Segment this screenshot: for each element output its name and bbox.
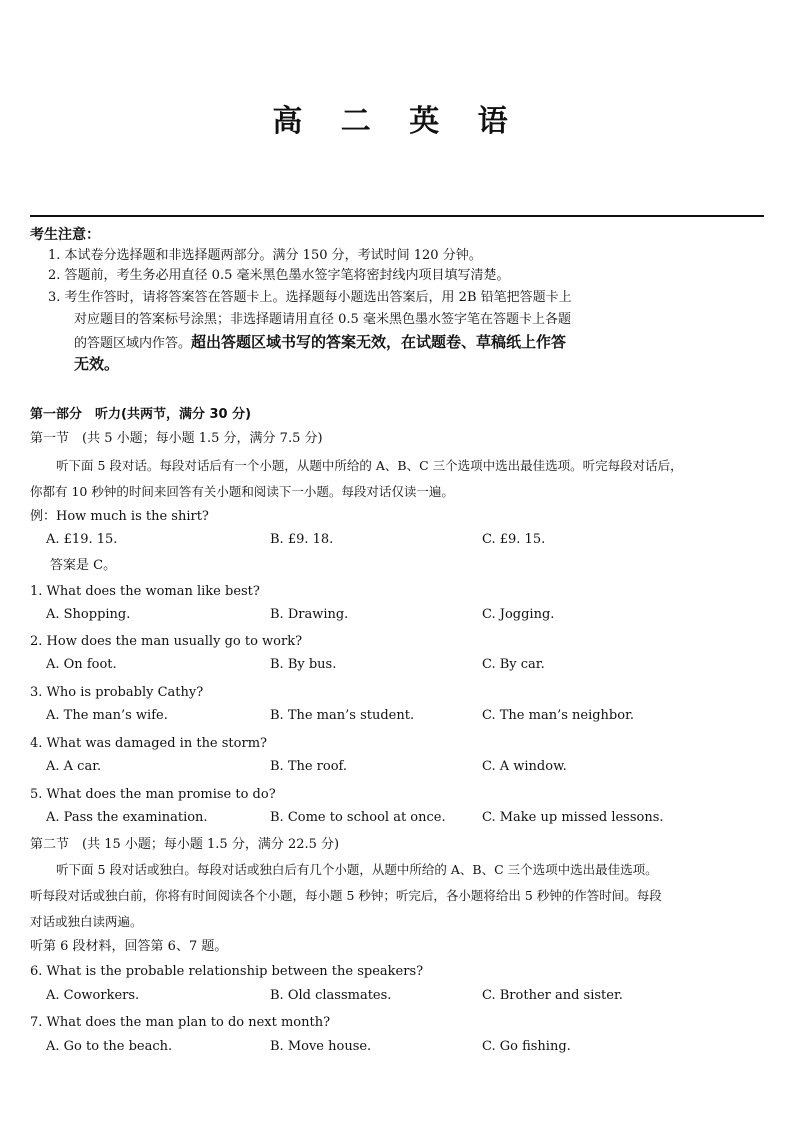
notice-item-3-text: 的答题区域内作答。 <box>74 336 192 351</box>
question-1: 1. What does the woman like best? <box>30 584 260 599</box>
section1-heading: 第一节 (共 5 小题；每小题 1.5 分，满分 7.5 分) <box>30 431 323 446</box>
question-7-option-a: A. Go to the beach. <box>46 1039 173 1054</box>
question-7: 7. What does the man plan to do next month? <box>30 1015 331 1030</box>
question-2-option-a: A. On foot. <box>46 657 117 672</box>
page-title: 高 二 英 语 <box>272 104 522 139</box>
example-option-b: B. £9. 18. <box>270 532 334 547</box>
section2-instruction-line-2: 听每段对话或独白前，你将有时间阅读各个小题，每小题 5 秒钟；听完后，各小题将给出 5 秒钟的作答时间。每段 <box>30 888 662 903</box>
question-3-option-c: C. The man’s neighbor. <box>482 708 634 723</box>
example-option-a: A. £19. 15. <box>46 532 118 547</box>
notice-item-3-emphasis: 超出答题区域书写的答案无效，在试题卷、草稿纸上作答 <box>191 333 567 351</box>
question-5-option-a: A. Pass the examination. <box>46 810 208 825</box>
question-1-option-a: A. Shopping. <box>46 607 131 622</box>
example-option-c: C. £9. 15. <box>482 532 546 547</box>
question-7-option-b: B. Move house. <box>270 1039 372 1054</box>
question-6-option-a: A. Coworkers. <box>46 988 140 1003</box>
question-4-option-b: B. The roof. <box>270 759 348 774</box>
question-4: 4. What was damaged in the storm? <box>30 736 267 751</box>
question-6-option-c: C. Brother and sister. <box>482 988 623 1003</box>
material-6-heading: 听第 6 段材料，回答第 6、7 题。 <box>30 939 228 954</box>
example-answer: 答案是 C。 <box>50 558 117 573</box>
question-2-option-c: C. By car. <box>482 657 545 672</box>
question-5: 5. What does the man promise to do? <box>30 787 276 802</box>
question-5-option-b: B. Come to school at once. <box>270 810 446 825</box>
question-2: 2. How does the man usually go to work? <box>30 634 303 649</box>
question-1-option-b: B. Drawing. <box>270 607 349 622</box>
notice-heading: 考生注意： <box>30 227 100 243</box>
question-7-option-c: C. Go fishing. <box>482 1039 571 1054</box>
question-3: 3. Who is probably Cathy? <box>30 685 204 700</box>
notice-item-2: 2. 答题前，考生务必用直径 0.5 毫米黑色墨水签字笔将密封线内项目填写清楚。 <box>48 268 510 283</box>
section2-instruction-line-1: 听下面 5 段对话或独白。每段对话或独白后有几个小题，从题中所给的 A、B、C 三个选项中选出最佳选项。 <box>56 862 658 877</box>
section2-instruction-line-3: 对话或独白读两遍。 <box>30 914 143 929</box>
question-1-option-c: C. Jogging. <box>482 607 555 622</box>
section2-heading: 第二节 (共 15 小题；每小题 1.5 分，满分 22.5 分) <box>30 837 340 852</box>
notice-item-1: 1. 本试卷分选择题和非选择题两部分。满分 150 分，考试时间 120 分钟。 <box>48 248 482 263</box>
question-2-option-b: B. By bus. <box>270 657 337 672</box>
notice-item-3-line-3 <box>74 332 634 354</box>
notice-item-3-line-4: 无效。 <box>74 355 120 373</box>
question-3-option-a: A. The man’s wife. <box>46 708 168 723</box>
question-6: 6. What is the probable relationship between the speakers? <box>30 964 424 979</box>
notice-item-3: 3. 考生作答时，请将答案答在答题卡上。选择题每小题选出答案后，用 2B 铅笔把答题卡上 <box>48 290 572 305</box>
section1-instruction-line-1: 听下面 5 段对话。每段对话后有一个小题，从题中所给的 A、B、C 三个选项中选出最佳选项。听完每段对话后， <box>56 458 683 473</box>
example-question: 例：How much is the shirt? <box>30 509 209 524</box>
part1-heading: 第一部分 听力(共两节，满分 30 分) <box>30 407 252 422</box>
question-5-option-c: C. Make up missed lessons. <box>482 810 664 825</box>
question-4-option-c: C. A window. <box>482 759 567 774</box>
question-6-option-b: B. Old classmates. <box>270 988 392 1003</box>
notice-item-3-line-2: 对应题目的答案标号涂黑；非选择题请用直径 0.5 毫米黑色墨水签字笔在答题卡上各题 <box>74 312 571 327</box>
header-divider <box>30 215 764 217</box>
section1-instruction-line-2: 你都有 10 秒钟的时间来回答有关小题和阅读下一小题。每段对话仅读一遍。 <box>30 484 454 499</box>
question-3-option-b: B. The man’s student. <box>270 708 415 723</box>
question-4-option-a: A. A car. <box>46 759 102 774</box>
